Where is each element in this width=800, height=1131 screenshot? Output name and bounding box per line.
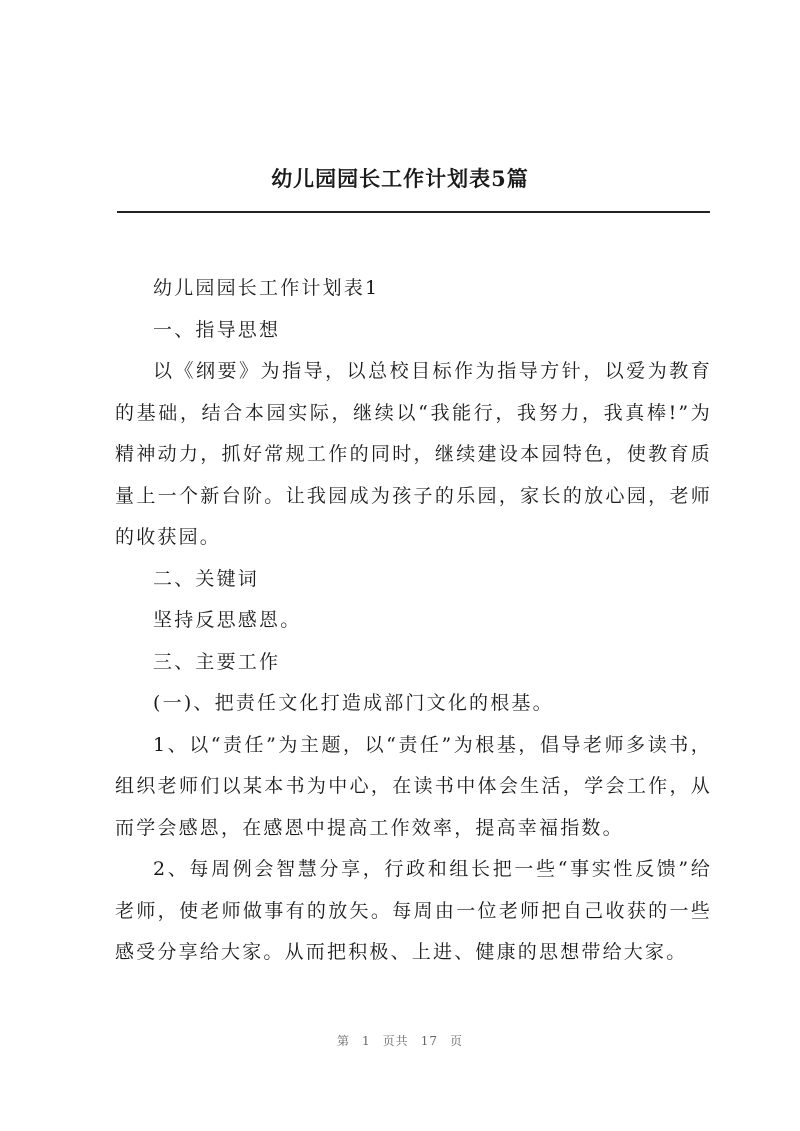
footer-middle: 页共 [382,1034,409,1048]
subheading-keywords: 二、关键词 [153,567,260,590]
paragraph-item-heading: (一)、把责任文化打造成部门文化的根基。 [153,692,554,714]
document-title: 幼儿园园长工作计划表5篇 [271,166,529,191]
paragraph-item-2: 2、每周例会智慧分享，行政和组长把一些“事实性反馈”给老师，使老师做事有的放矢。每周由一位老师把自己收获的一些感受分享给大家。从而把积极、上进、健康的思想带给大家。 [115,858,712,963]
paragraph-item-1: 1、以“责任”为主题，以“责任”为根基，倡导老师多读书，组织老师们以某本书为中心，在读书中体会生活，学会工作，从而学会感恩，在感恩中提高工作效率，提高幸福指数。 [115,733,712,839]
page-footer [0,1032,800,1049]
footer-prefix: 第 [337,1034,351,1048]
paragraph-guiding-ideology: 以《纲要》为指导，以总校目标作为指导方针，以爱为教育的基础，结合本园实际，继续以“我能行，我努力，我真棒!”为精神动力，抓好常规工作的同时，继续建设本园特色，使教育质量上一个新台阶。让我园成为孩子的乐园，家长的放心园，老师的收获园。 [115,360,712,548]
footer-suffix: 页 [449,1034,463,1048]
document-body [115,268,712,974]
title-divider [117,211,710,213]
paragraph-keywords: 坚持反思感恩。 [153,609,302,631]
section-heading: 幼儿园园长工作计划表1 [153,277,380,299]
subheading-guiding-ideology: 一、指导思想 [153,318,281,341]
subheading-main-work: 三、主要工作 [153,650,281,673]
footer-total-pages: 17 [420,1034,438,1048]
footer-page-number: 1 [362,1034,371,1048]
